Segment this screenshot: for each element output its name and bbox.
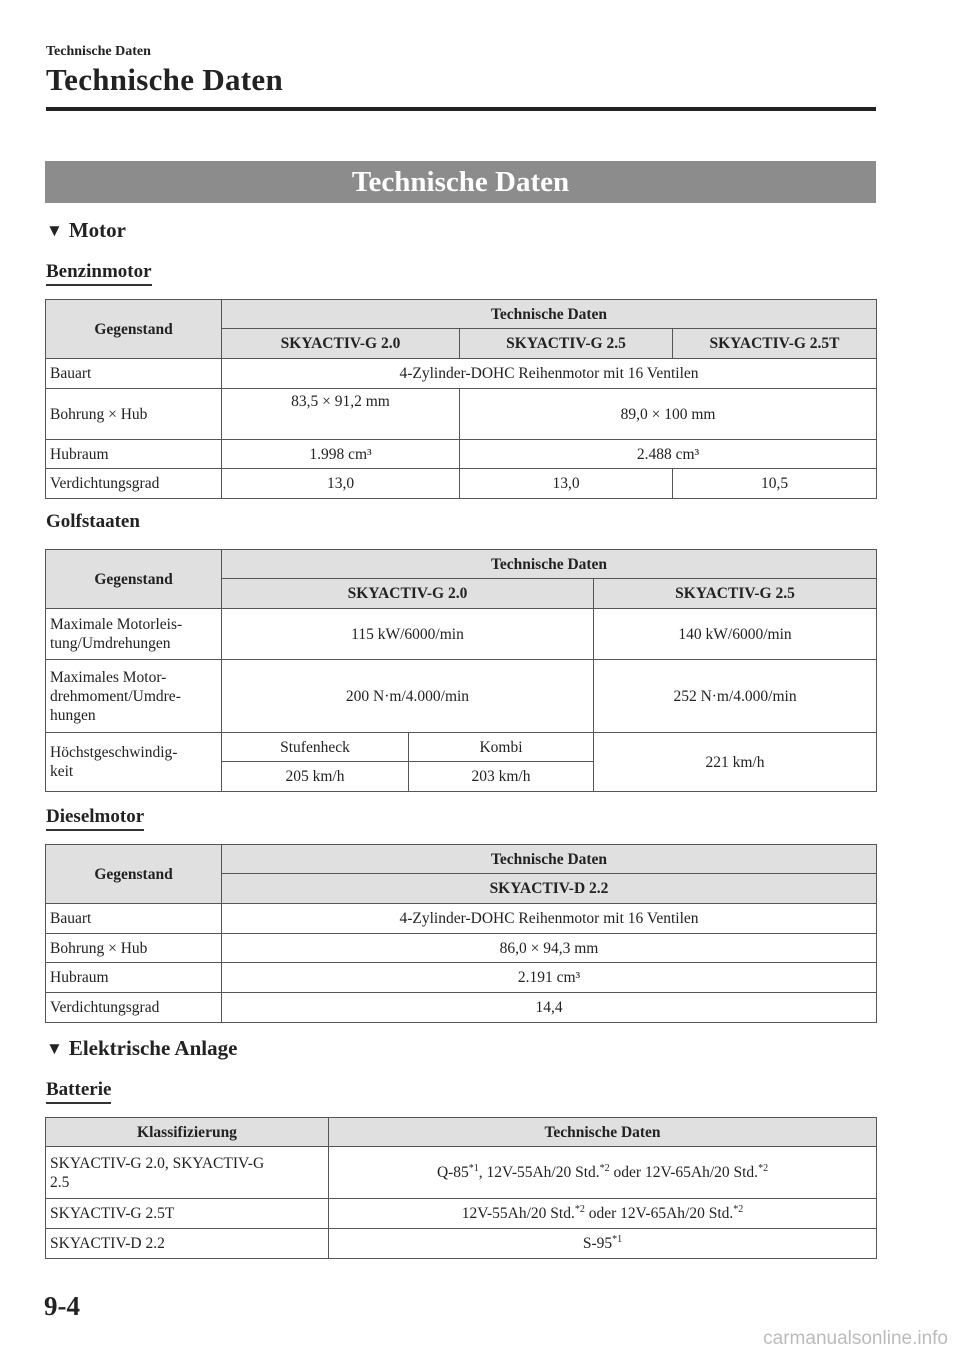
subheading-golfstaaten: Golfstaaten <box>46 511 140 532</box>
benzin-header-item: Gegenstand <box>46 300 222 359</box>
batterie-header-spec: Technische Daten <box>329 1118 877 1147</box>
batterie-table <box>45 1117 877 1259</box>
golf-header-item: Gegenstand <box>46 550 222 609</box>
diesel-bohrung-label: Bohrung × Hub <box>46 934 222 963</box>
section-heading-elektrik-label: Elektrische Anlage <box>68 1036 238 1060</box>
benzin-header-g20: SKYACTIV-G 2.0 <box>222 329 460 359</box>
chapter-rule <box>46 107 876 111</box>
benzin-bohrung-g25: 89,0 × 100 mm <box>460 389 877 440</box>
batterie-r2-part1: 12V-55Ah/20 Std. <box>461 1205 575 1222</box>
diesel-verdichtung-label: Verdichtungsgrad <box>46 993 222 1023</box>
golf-table <box>45 549 877 792</box>
watermark: carmanualsonline.info <box>763 1328 948 1349</box>
page-number: 9-4 <box>44 1291 80 1321</box>
golf-leistung-label-line2: tung/Umdrehungen <box>50 635 171 652</box>
golf-header-g20: SKYACTIV-G 2.0 <box>222 579 594 609</box>
batterie-r1-part2: , 12V-55Ah/20 Std. <box>478 1164 600 1181</box>
table-row <box>46 469 877 499</box>
batterie-r1-label <box>46 1147 329 1199</box>
diesel-bohrung-value: 86,0 × 94,3 mm <box>222 934 877 963</box>
golf-leistung-g20: 115 kW/6000/min <box>222 609 594 660</box>
golf-geschw-label-line1: Höchstgeschwindig- <box>50 744 178 761</box>
benzin-hubraum-label: Hubraum <box>46 440 222 469</box>
section-heading-motor <box>46 218 126 243</box>
golf-drehmoment-g20: 200 N·m/4.000/min <box>222 660 594 733</box>
golf-drehmoment-label-line1: Maximales Motor- <box>50 668 167 686</box>
table-row <box>46 934 877 963</box>
golf-geschw-stufenheck: Stufenheck <box>222 733 409 762</box>
table-row <box>46 1199 877 1229</box>
diesel-table <box>45 844 877 1023</box>
golf-leistung-label-line1: Maximale Motorleis- <box>50 616 183 633</box>
chapter-title: Technische Daten <box>46 62 284 97</box>
diesel-hubraum-value: 2.191 cm³ <box>222 963 877 993</box>
table-row <box>46 660 877 733</box>
benzin-verdichtung-g25: 13,0 <box>460 469 673 499</box>
triangle-down-icon: ▼ <box>46 1039 63 1058</box>
batterie-r2-part2: oder 12V-65Ah/20 Std. <box>584 1205 734 1222</box>
golf-drehmoment-label-line2: drehmoment/Umdre- <box>50 687 181 705</box>
table-row <box>46 733 877 762</box>
footnote-ref: *2 <box>733 1204 744 1215</box>
benzin-bohrung-label: Bohrung × Hub <box>46 389 222 440</box>
batterie-r1-label-line2: 2.5 <box>50 1173 70 1191</box>
benzin-hubraum-g25: 2.488 cm³ <box>460 440 877 469</box>
golf-leistung-g25: 140 kW/6000/min <box>594 609 877 660</box>
batterie-r1-label-line1: SKYACTIV-G 2.0, SKYACTIV-G <box>50 1154 265 1172</box>
batterie-r3-label: SKYACTIV-D 2.2 <box>46 1229 329 1259</box>
golf-drehmoment-g25: 252 N·m/4.000/min <box>594 660 877 733</box>
batterie-r2-label: SKYACTIV-G 2.5T <box>46 1199 329 1229</box>
section-heading-elektrik <box>46 1036 237 1061</box>
benzin-bauart-value: 4-Zylinder-DOHC Reihenmotor mit 16 Ventilen <box>222 359 877 389</box>
benzin-verdichtung-label: Verdichtungsgrad <box>46 469 222 499</box>
table-row <box>46 904 877 934</box>
diesel-verdichtung-value: 14,4 <box>222 993 877 1023</box>
diesel-hubraum-label: Hubraum <box>46 963 222 993</box>
benzin-verdichtung-g25t: 10,5 <box>673 469 877 499</box>
footnote-ref: *2 <box>758 1163 769 1174</box>
subheading-batterie: Batterie <box>46 1079 111 1104</box>
batterie-r3-value <box>329 1229 877 1259</box>
table-row <box>46 993 877 1023</box>
benzin-verdichtung-g20: 13,0 <box>222 469 460 499</box>
batterie-r1-value <box>329 1147 877 1199</box>
table-row <box>46 440 877 469</box>
golf-leistung-label <box>46 609 222 660</box>
benzin-header-g25: SKYACTIV-G 2.5 <box>460 329 673 359</box>
table-row <box>46 963 877 993</box>
benzin-bauart-label: Bauart <box>46 359 222 389</box>
diesel-bauart-value: 4-Zylinder-DOHC Reihenmotor mit 16 Ventilen <box>222 904 877 934</box>
subheading-benzinmotor: Benzinmotor <box>46 261 152 286</box>
batterie-r3-part1: S-95 <box>582 1235 613 1252</box>
golf-drehmoment-label <box>46 660 222 733</box>
golf-geschw-label-line2: keit <box>50 763 74 780</box>
footnote-ref: *2 <box>574 1204 585 1215</box>
batterie-r1-part1: Q-85 <box>436 1164 469 1181</box>
section-heading-motor-label: Motor <box>68 218 126 242</box>
table-row <box>46 359 877 389</box>
benzin-header-spec: Technische Daten <box>222 300 877 329</box>
section-banner: Technische Daten <box>45 161 876 203</box>
table-row <box>46 1147 877 1199</box>
golf-geschw-stufenheck-val: 205 km/h <box>222 762 409 792</box>
golf-drehmoment-label-line3: hungen <box>50 706 96 724</box>
table-row <box>46 609 877 660</box>
diesel-bauart-label: Bauart <box>46 904 222 934</box>
golf-geschw-g25: 221 km/h <box>594 733 877 792</box>
golf-geschw-kombi-val: 203 km/h <box>409 762 594 792</box>
benzin-hubraum-g20: 1.998 cm³ <box>222 440 460 469</box>
running-head: Technische Daten <box>46 44 151 59</box>
golf-header-spec: Technische Daten <box>222 550 877 579</box>
footnote-ref: *1 <box>612 1234 623 1245</box>
diesel-header-item: Gegenstand <box>46 845 222 904</box>
benzin-bohrung-g20: 83,5 × 91,2 mm <box>222 389 460 440</box>
triangle-down-icon: ▼ <box>46 221 63 240</box>
golf-header-g25: SKYACTIV-G 2.5 <box>594 579 877 609</box>
batterie-header-item: Klassifizierung <box>46 1118 329 1147</box>
footnote-ref: *2 <box>599 1163 610 1174</box>
batterie-r1-part3: oder 12V-65Ah/20 Std. <box>609 1164 759 1181</box>
table-row <box>46 1229 877 1259</box>
subheading-dieselmotor: Dieselmotor <box>46 806 144 831</box>
golf-geschw-label <box>46 733 222 792</box>
golf-geschw-kombi: Kombi <box>409 733 594 762</box>
table-row <box>46 389 877 440</box>
diesel-header-spec: Technische Daten <box>222 845 877 874</box>
diesel-header-d22: SKYACTIV-D 2.2 <box>222 874 877 904</box>
batterie-r2-value <box>329 1199 877 1229</box>
benzin-table <box>45 299 877 499</box>
footnote-ref: *1 <box>468 1163 479 1174</box>
benzin-header-g25t: SKYACTIV-G 2.5T <box>673 329 877 359</box>
